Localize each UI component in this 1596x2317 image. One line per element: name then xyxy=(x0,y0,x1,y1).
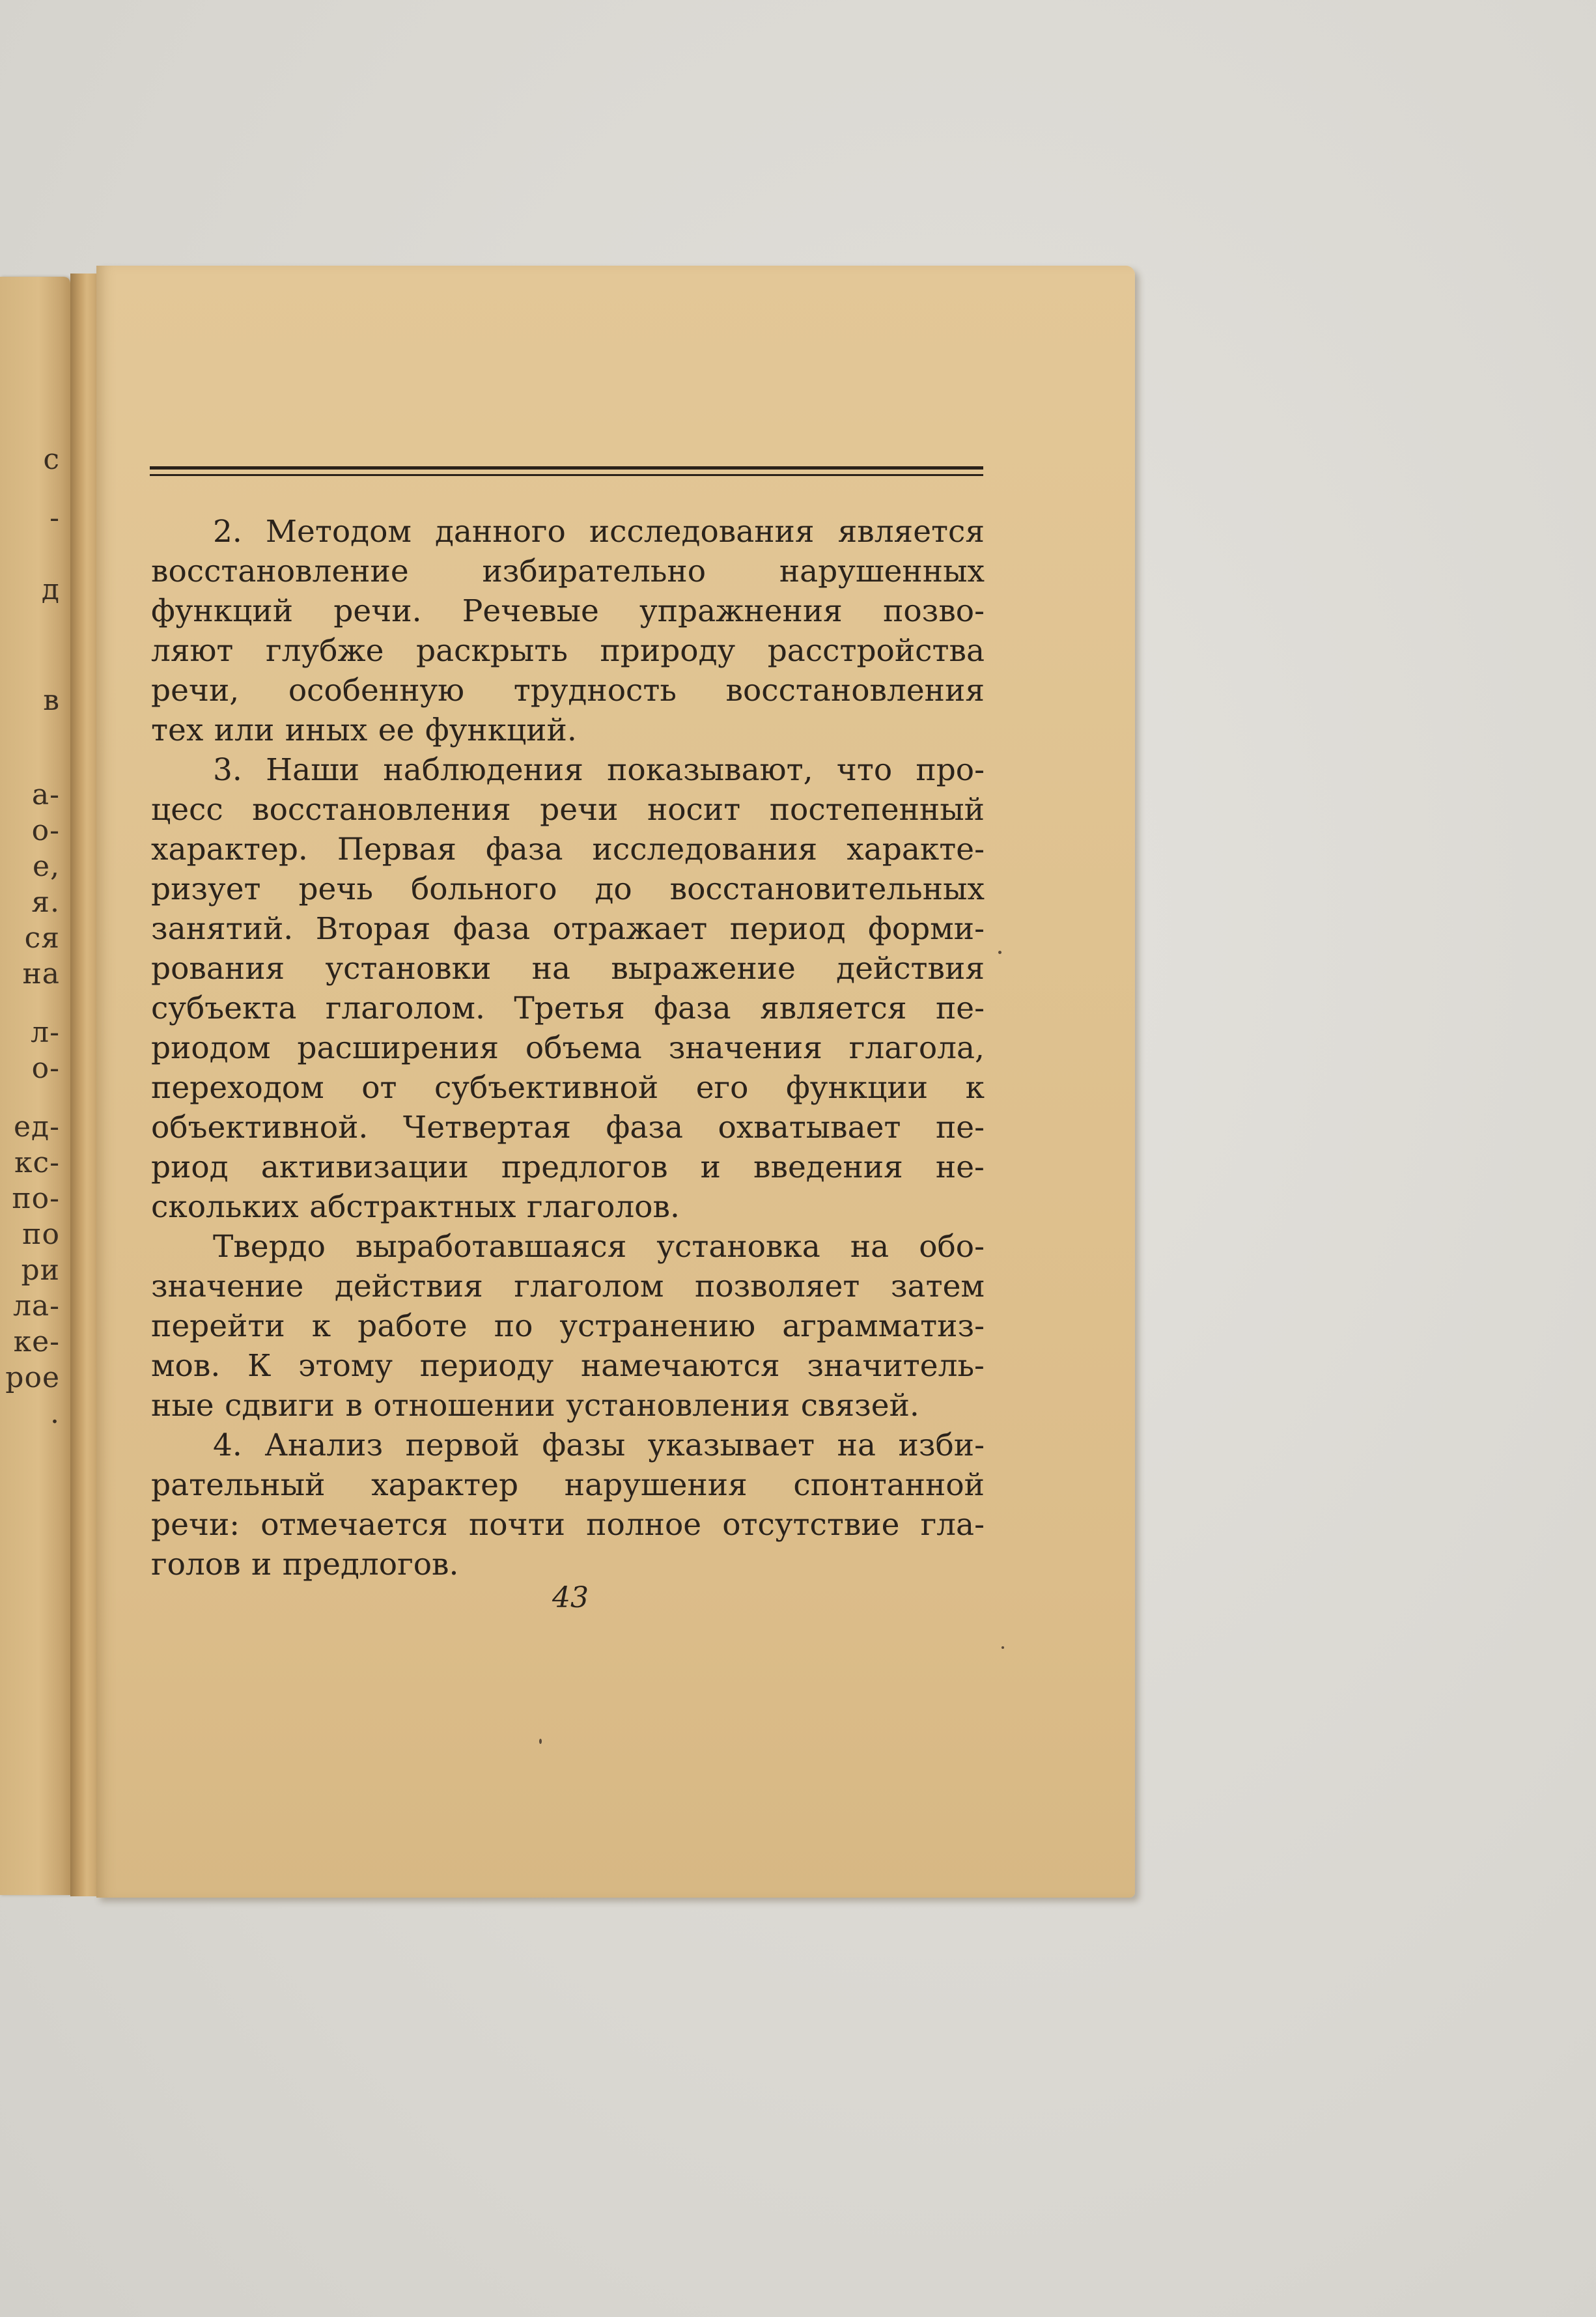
left-page-fragments xyxy=(0,277,70,1895)
text-line: объективной. Четвертая фаза охватывает пе- xyxy=(151,1110,985,1145)
left-page-fragment: ри xyxy=(21,1254,60,1287)
text-line: ные сдвиги в отношении установления связей. xyxy=(151,1388,919,1424)
left-page-fragment: ся xyxy=(24,921,60,955)
header-rule-thick xyxy=(150,466,983,470)
text-line: голов и предлогов. xyxy=(151,1547,459,1582)
left-page-fragment: я. xyxy=(31,886,60,919)
body-text xyxy=(151,512,985,1584)
left-page-fragment: е, xyxy=(32,850,60,883)
book-spine xyxy=(70,274,98,1896)
text-line: ляют глубже раскрыть природу расстройства xyxy=(151,633,985,669)
text-line: переходом от субъективной его функции к xyxy=(151,1070,985,1106)
text-line: характер. Первая фаза исследования характе- xyxy=(151,832,985,867)
text-line: восстановление избирательно нарушенных xyxy=(151,554,985,589)
left-page-fragment: в xyxy=(43,684,60,717)
text-line: ризует речь больного до восстановительных xyxy=(151,871,985,907)
left-page xyxy=(0,277,70,1895)
text-line: речи, особенную трудность восстановления xyxy=(151,673,985,709)
left-page-fragment: рое xyxy=(5,1361,60,1394)
text-line: риодом расширения объема значения глагола, xyxy=(151,1030,985,1066)
text-line: субъекта глаголом. Третья фаза является пе- xyxy=(151,990,985,1026)
text-line: риод активизации предлогов и введения не- xyxy=(151,1149,985,1185)
page-number: 43 xyxy=(552,1581,589,1614)
text-line: тех или иных ее функций. xyxy=(151,712,577,748)
header-rule-thin xyxy=(150,474,983,476)
left-page-fragment: о- xyxy=(31,1052,60,1085)
left-page-fragment: . xyxy=(50,1397,60,1430)
text-line: рования установки на выражение действия xyxy=(151,951,985,987)
left-page-fragment: ла- xyxy=(12,1289,60,1323)
right-page xyxy=(96,266,1135,1898)
text-line: перейти к работе по устранению аграмматиз- xyxy=(151,1308,985,1344)
paper-speck xyxy=(1001,1646,1004,1649)
text-line: скольких абстрактных глаголов. xyxy=(151,1189,680,1225)
text-line: цесс восстановления речи носит постепенный xyxy=(151,792,985,828)
text-line: мов. К этому периоду намечаются значитель- xyxy=(151,1348,985,1384)
text-line: речи: отмечается почти полное отсутствие гла- xyxy=(151,1507,985,1543)
left-page-fragment: а- xyxy=(31,778,60,811)
left-page-fragment: кс- xyxy=(14,1146,60,1179)
left-page-fragment: д xyxy=(41,573,60,606)
left-page-fragment: с xyxy=(43,443,60,476)
text-line: занятий. Вторая фаза отражает период форми- xyxy=(151,911,985,947)
left-page-fragment: по xyxy=(22,1218,60,1251)
paper-speck xyxy=(539,1739,542,1744)
left-page-fragment: о- xyxy=(31,814,60,847)
text-line: 4. Анализ первой фазы указывает на изби- xyxy=(213,1427,985,1463)
text-line: Твердо выработавшаяся установка на обо- xyxy=(213,1229,985,1265)
text-line: значение действия глаголом позволяет затем xyxy=(151,1269,985,1304)
left-page-fragment: ке- xyxy=(13,1325,60,1358)
text-line: рательный характер нарушения спонтанной xyxy=(151,1467,985,1503)
left-page-fragment: ед- xyxy=(14,1110,60,1144)
left-page-fragment: на xyxy=(22,957,60,990)
left-page-fragment: - xyxy=(49,501,60,535)
text-line: 2. Методом данного исследования является xyxy=(213,514,985,550)
paper-speck xyxy=(998,951,1001,954)
left-page-fragment: л- xyxy=(31,1016,60,1049)
text-line: функций речи. Речевые упражнения позво- xyxy=(151,593,985,629)
text-line: 3. Наши наблюдения показывают, что про- xyxy=(213,752,985,788)
left-page-fragment: по- xyxy=(12,1182,60,1215)
